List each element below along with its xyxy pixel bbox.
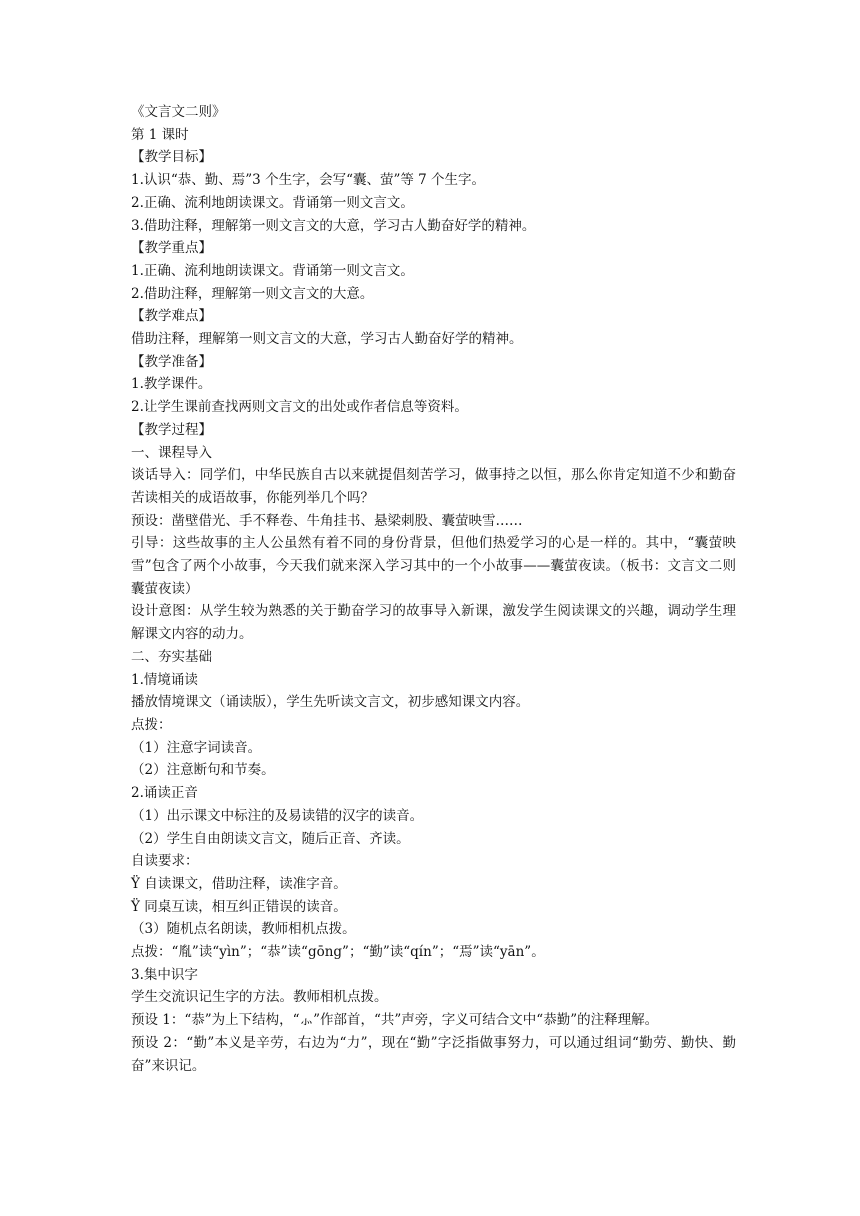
section-heading-key-points: 【教学重点】 — [131, 240, 212, 257]
paragraph: 引导：这些故事的主人公虽然有着不同的身份背景，但他们热爱学习的心是一样的。其中，“囊萤映雪”包含了两个小故事，今天我们就来深入学习其中的一个小故事——囊萤夜读。（板书：文言文二则 囊萤夜读） — [131, 535, 736, 597]
paragraph: 预设：凿壁借光、手不释卷、牛角挂书、悬梁刺股、囊萤映雪…… — [131, 512, 523, 529]
paragraph: 自读要求： — [131, 853, 199, 870]
list-item: （2）注意断句和节奏。 — [131, 762, 275, 779]
list-item: （1）注意字词读音。 — [131, 739, 262, 756]
section-heading-difficulties: 【教学难点】 — [131, 308, 212, 325]
list-item: （2）学生自由朗读文言文，随后正音、齐读。 — [131, 830, 410, 847]
paragraph: 预设 1：“恭”为上下结构，“⺗”作部首，“共”声旁，字义可结合文中“恭勤”的注释理解。 — [131, 1012, 659, 1029]
difficulty-text: 借助注释，理解第一则文言文的大意，学习古人勤奋好学的精神。 — [131, 331, 523, 348]
objective-item: 1.认识“恭、勤、焉”3 个生字，会写“囊、萤”等 7 个生字。 — [131, 172, 486, 189]
list-item: （1）出示课文中标注的及易读错的汉字的读音。 — [131, 807, 424, 824]
subheading-foundation: 二、夯实基础 — [131, 648, 212, 665]
preparation-item: 2.让学生课前查找两则文言文的出处或作者信息等资料。 — [131, 399, 468, 416]
section-heading-preparation: 【教学准备】 — [131, 353, 212, 370]
paragraph: 设计意图：从学生较为熟悉的关于勤奋学习的故事导入新课，激发学生阅读课文的兴趣，调动学生理解课文内容的动力。 — [131, 603, 736, 643]
paragraph: 预设 2：“勤”本义是辛劳，右边为“力”，现在“勤”字泛指做事努力，可以通过组词“勤劳、勤快、勤奋”来识记。 — [131, 1034, 736, 1074]
objective-item: 3.借助注释，理解第一则文言文的大意，学习古人勤奋好学的精神。 — [131, 217, 536, 234]
step-heading: 3.集中识字 — [131, 966, 198, 983]
step-heading: 2.诵读正音 — [131, 785, 198, 802]
doc-title: 《文言文二则》 — [131, 104, 226, 120]
section-heading-objectives: 【教学目标】 — [131, 149, 212, 166]
paragraph: 点拨：“胤”读“yìn”；“恭”读“gōng”；“勤”读“qín”；“焉”读“yān”。 — [131, 944, 545, 961]
key-point-item: 2.借助注释，理解第一则文言文的大意。 — [131, 285, 374, 302]
paragraph: 点拨： — [131, 716, 172, 733]
objective-item: 2.正确、流利地朗读课文。背诵第一则文言文。 — [131, 194, 414, 211]
step-heading: 1.情境诵读 — [131, 671, 198, 688]
key-point-item: 1.正确、流利地朗读课文。背诵第一则文言文。 — [131, 262, 414, 279]
paragraph: 播放情境课文（诵读版），学生先听读文言文，初步感知课文内容。 — [131, 694, 530, 711]
bullet-item: Ÿ 自读课文，借助注释，读准字音。 — [131, 875, 347, 892]
paragraph: 谈话导入：同学们，中华民族自古以来就提倡刻苦学习，做事持之以恒，那么你肯定知道不少和勤奋苦读相关的成语故事，你能列举几个吗？ — [131, 467, 736, 506]
section-heading-process: 【教学过程】 — [131, 421, 212, 438]
subheading-intro: 一、课程导入 — [131, 444, 212, 461]
preparation-item: 1.教学课件。 — [131, 376, 212, 393]
lesson-number: 第 1 课时 — [131, 126, 189, 143]
bullet-item: Ÿ 同桌互读，相互纠正错误的读音。 — [131, 898, 347, 915]
list-item: （3）随机点名朗读，教师相机点拨。 — [131, 921, 356, 938]
paragraph: 学生交流识记生字的方法。教师相机点拨。 — [131, 989, 388, 1006]
document-page — [131, 101, 736, 1077]
